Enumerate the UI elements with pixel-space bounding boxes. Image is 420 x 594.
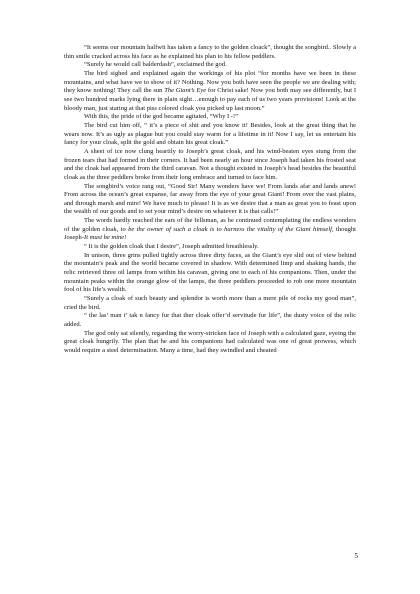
text-run: In unison, three grins pulled tightly across three dirty faces, as the Giant’s eye slid out of view behind the mountain’s peak and the world became covered in shadow. With determined limp and shaking hands, the relic retrieved three oil lamps from within his caravan, giving one to each of his companions. Then, under the mountain peaks within the orange glow of the lamps, the three peddlers proceeded to rob one more mountain fool of his life’s wealth. — [64, 251, 356, 294]
paragraph — [64, 217, 356, 243]
paragraph — [64, 252, 356, 295]
text-run: “ It is the golden cloak that I desire”, Joseph admitted breathlessly. — [84, 243, 259, 251]
italic-text: It must be mine! — [84, 234, 127, 242]
page-number: 5 — [354, 552, 358, 560]
italic-text: The Giant’s Eye — [164, 87, 207, 95]
italic-text: to be the owner of such a cloak is to harness the vitality of the Giant himself — [120, 225, 332, 233]
text-run: With this, the pride of the god became agitated, “Why I -!” — [84, 113, 239, 121]
paragraph — [64, 330, 356, 356]
text-run: , thought Joseph- — [64, 225, 356, 242]
paragraph — [64, 44, 356, 61]
text-run: The songbird’s voice rang out, “Good Sir! Many wonders have we! From lands afar and lands anew! From across the ocean’s great expanse, far away from the eye of your great Giant! From over the vast plains, and through marsh and mire! We have much to please! It is as we desire that a man as great you to feast upon the wealth of our goods and to set your mind’s desire on whatever it is that calls!” — [64, 182, 356, 216]
text-run: for Christ sake! Now you both may see differently, but I see two hundred marks lying there in plain sight…enough to pay each of us two years provisions! Look at the bloody man, just staring at that piss colored cloak you picked up last moon.” — [64, 87, 357, 112]
text-run: The bird cut him off, “ it’s a piece of shit and you know it! Besides, look at the great thing that he wears now. It’s as ugly as plague but you could stay warm for a lifetime in it! Now I say, let us entertain his fancy for your cloak, split the gold and obtain his great cloak.” — [64, 121, 356, 147]
paragraph — [64, 312, 356, 329]
paragraph — [64, 295, 356, 312]
text-run: “ the las’ man t’ tak n fancy fur that ther cloak offer’d servitude fur life”, the dusty voice of the relic added. — [64, 312, 356, 328]
text-run: “Surely a cloak of such beauty and splendor is worth more than a mere pile of rocks my good man”, cried the bird. — [64, 295, 356, 311]
text-run: A sheet of ice now clung heartily to Joseph’s great cloak, and his wind-beaten eyes stung from the frozen tears that had formed in their corners. It had been nearly an hour since Joseph had taken his frosted seat and the cloak had appeared from the third caravan. Not a thought existed in Joseph’s head besides the beautiful cloak as the three peddlers broke from their long embrace and turned to face him. — [64, 147, 356, 181]
paragraph — [64, 61, 356, 70]
text-run: The bird sighed and explained again the workings of his plot “for months have we been in these mountains, and what have we to show of it? Nothing. Now you both have seen the people we are dealing with; they know nothing! They call the sun — [64, 69, 356, 95]
paragraph — [64, 183, 356, 218]
paragraph — [64, 70, 356, 113]
paragraph — [64, 243, 356, 252]
paragraph — [64, 122, 356, 148]
paragraph — [64, 113, 356, 122]
text-run: “Surely he would call balderdash”, exclaimed the god. — [84, 61, 227, 69]
paragraph — [64, 148, 356, 183]
text-run: “It seems our mountain halfwit has taken a fancy to the golden cloack”, thought the songbird.. Slowly a thin smile cracked across his face as he explained his plan to his fellow peddlers. — [64, 44, 356, 60]
text-run: The god only sat silently, regarding the worry-stricken face of Joseph with a calculated gaze, eyeing the great cloak hungrily. The plan that he and his companions had calculated was one of great prowess, which would require a steel determination. Many a time, had they swindled and cheated — [64, 329, 356, 354]
body-text — [64, 44, 356, 356]
text-run: The words hardly reached the ears of the fellsman, as he continued contemplating the endless wonders of the golden cloak, — [64, 217, 356, 233]
